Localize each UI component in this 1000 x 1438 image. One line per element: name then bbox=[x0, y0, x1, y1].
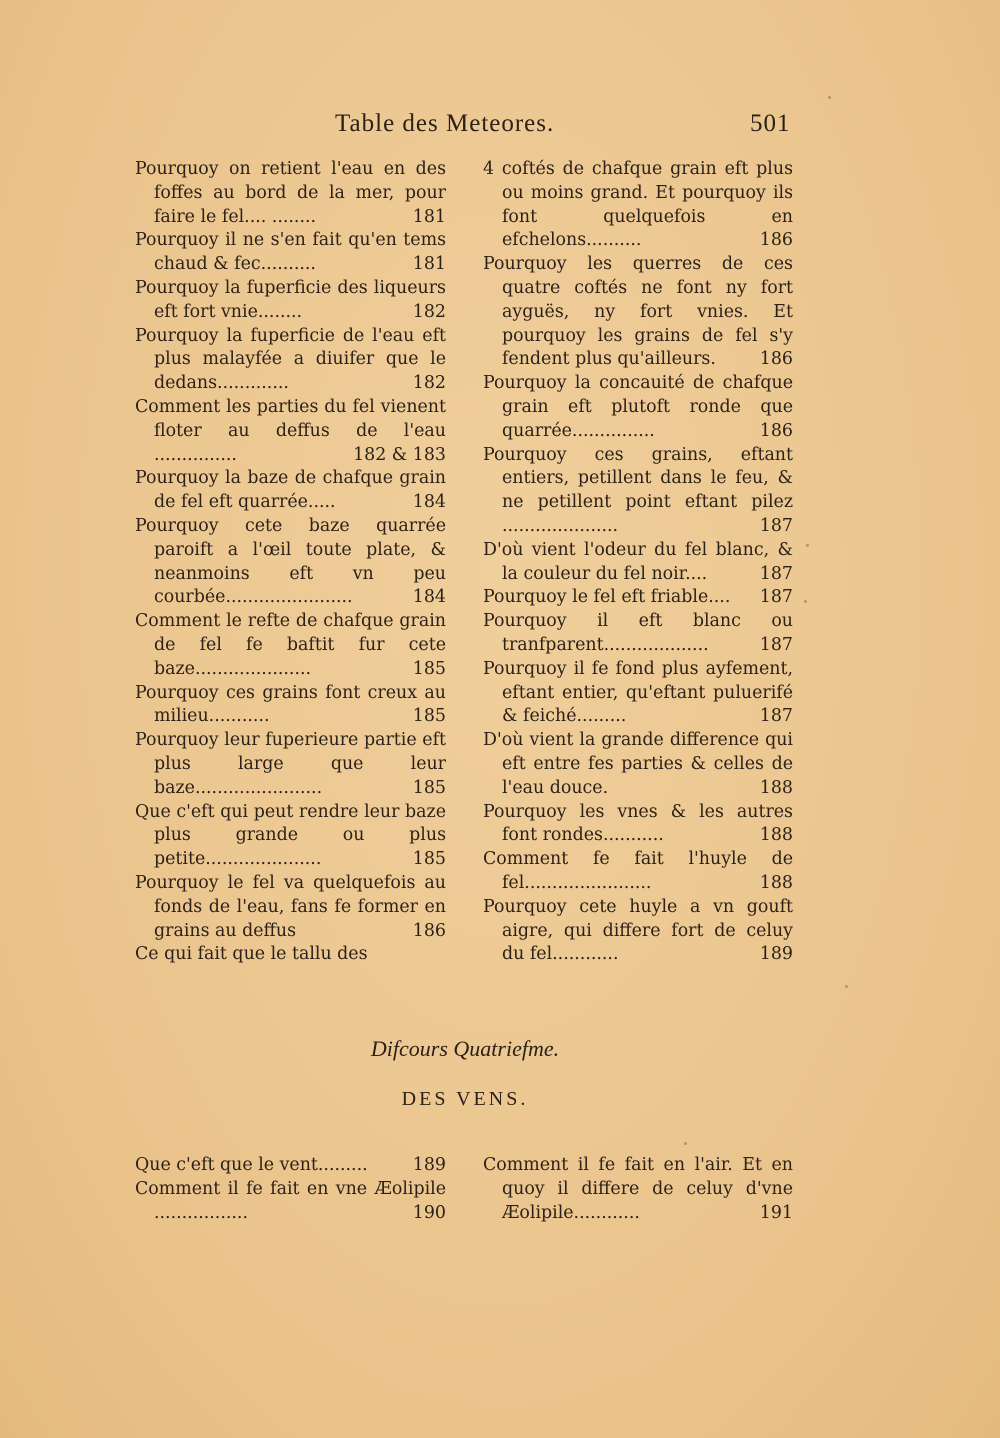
page-reference: 182 bbox=[412, 301, 446, 322]
page-reference: 187 bbox=[759, 563, 793, 584]
index-entry: Pourquoy on retient l'eau en des foffes au bord de la mer, pour faire le fel.... ........ 181 bbox=[135, 158, 446, 229]
index-entry: Comment fe fait l'huyle de fel....................... 188 bbox=[483, 848, 793, 896]
index-entry: Pourquoy cete baze quarrée paroift a l'œil toute plate, & neanmoins eft vn peu courbée....................... 184 bbox=[135, 515, 446, 610]
page-reference: 181 bbox=[412, 254, 446, 275]
index-entry: Pourquoy la fuperficie des liqueurs eft fort vnie........ 182 bbox=[135, 277, 446, 325]
page-reference: 189 bbox=[759, 944, 793, 965]
paper-speck bbox=[845, 985, 848, 988]
paper-speck bbox=[684, 1142, 687, 1145]
page-reference: 187 bbox=[759, 706, 793, 727]
index-entry: Pourquoy leur fuperieure partie eft plus large que leur baze....................... 185 bbox=[135, 729, 446, 800]
page-reference: 186 bbox=[412, 920, 446, 941]
page-reference: 184 bbox=[412, 492, 446, 513]
index-entry: Comment le refte de chafque grain de fel fe baftit fur cete baze..................... 185 bbox=[135, 610, 446, 681]
index-entry: Pourquoy ces grains font creux au milieu........... 185 bbox=[135, 682, 446, 730]
page-reference: 185 bbox=[412, 777, 446, 798]
index-entry: Pourquoy la concauité de chafque grain eft plutoft ronde que quarrée............... 186 bbox=[483, 372, 793, 443]
page-reference: 186 bbox=[759, 349, 793, 370]
page-reference: 181 bbox=[412, 206, 446, 227]
page-reference: 187 bbox=[759, 587, 793, 608]
page-reference: 187 bbox=[759, 515, 793, 536]
index-entry: Pourquoy les vnes & les autres font rondes........... 188 bbox=[483, 801, 793, 849]
page-reference: 186 bbox=[759, 230, 793, 251]
index-entry: Pourquoy le fel eft friable.... 187 bbox=[483, 586, 793, 610]
page-reference: 189 bbox=[412, 1155, 446, 1175]
index-entry: Pourquoy il ne s'en fait qu'en tems chaud & fec.......... 181 bbox=[135, 229, 446, 277]
page-reference: 191 bbox=[759, 1202, 793, 1223]
index-entry: D'où vient la grande difference qui eft entre fes parties & celles de l'eau douce. 188 bbox=[483, 729, 793, 800]
index-entry-continuation: 4 coftés de chafque grain eft plus ou moins grand. Et pourquoy ils font quelquefois en efchelons.......... 186 bbox=[483, 158, 793, 253]
page-reference: 188 bbox=[759, 872, 793, 893]
index-column-left bbox=[135, 158, 446, 967]
index-entry: Comment il fe fait en vne Æolipile ................. 190 bbox=[135, 1178, 446, 1226]
index-entry: Pourquoy les querres de ces quatre coftés ne font ny fort ayguës, ny fort vnies. Et pourquoy les grains de fel s'y fendent plus qu'ailleurs. 186 bbox=[483, 253, 793, 372]
index-entry: Que c'eft qui peut rendre leur baze plus grande ou plus petite..................... 185 bbox=[135, 801, 446, 872]
index-entry: Comment il fe fait en l'air. Et en quoy il differe de celuy d'vne Æolipile............ 191 bbox=[483, 1154, 793, 1225]
index-column-left-2 bbox=[135, 1154, 446, 1225]
index-entry: Ce qui fait que le tallu des bbox=[135, 944, 368, 965]
page-reference: 185 bbox=[412, 849, 446, 870]
index-column-right bbox=[483, 158, 793, 967]
index-entry: Pourquoy la fuperficie de l'eau eft plus malayfée a diuifer que le dedans............. 182 bbox=[135, 325, 446, 396]
index-entry: Pourquoy le fel va quelquefois au fonds de l'eau, fans fe former en grains au deffus 186 bbox=[135, 872, 446, 943]
page-reference: 185 bbox=[412, 658, 446, 679]
section-subtitle: DES VENS. bbox=[401, 1088, 529, 1110]
index-entry: Que c'eft que le vent......... 189 bbox=[135, 1154, 446, 1178]
paper-speck bbox=[828, 96, 831, 99]
paper-speck bbox=[804, 600, 807, 603]
page-reference: 190 bbox=[412, 1202, 446, 1223]
page-reference: 188 bbox=[759, 777, 793, 798]
page-number: 501 bbox=[750, 110, 791, 137]
page-reference: 186 bbox=[759, 420, 793, 441]
index-entry: D'où vient l'odeur du fel blanc, & la couleur du fel noir.... 187 bbox=[483, 539, 793, 587]
index-entry: Pourquoy cete huyle a vn gouft aigre, qui differe fort de celuy du fel............ 189 bbox=[483, 896, 793, 967]
page-reference: 188 bbox=[759, 825, 793, 846]
index-entry: Comment les parties du fel vienent floter au deffus de l'eau ............... 182 & 183 bbox=[135, 396, 446, 467]
index-entry: Pourquoy il fe fond plus ayfement, eftant entier, qu'eftant puluerifé & feiché......... 187 bbox=[483, 658, 793, 729]
section-title: Difcours Quatriefme. bbox=[370, 1036, 560, 1061]
index-entry: Pourquoy la baze de chafque grain de fel eft quarrée..... 184 bbox=[135, 467, 446, 515]
index-column-right-2 bbox=[483, 1154, 793, 1225]
index-entry: Pourquoy ces grains, eftant entiers, petillent dans le feu, & ne petillent point eftant pilez ..................... 187 bbox=[483, 444, 793, 539]
page-reference: 187 bbox=[759, 634, 793, 655]
index-entry: Pourquoy il eft blanc ou tranfparent................... 187 bbox=[483, 610, 793, 658]
page-reference: 182 & 183 bbox=[353, 444, 446, 465]
page-reference: 184 bbox=[412, 587, 446, 608]
page-reference: 182 bbox=[412, 373, 446, 394]
page-reference: 185 bbox=[412, 706, 446, 727]
paper-speck bbox=[806, 544, 809, 547]
running-head: Table des Meteores. bbox=[335, 110, 555, 137]
